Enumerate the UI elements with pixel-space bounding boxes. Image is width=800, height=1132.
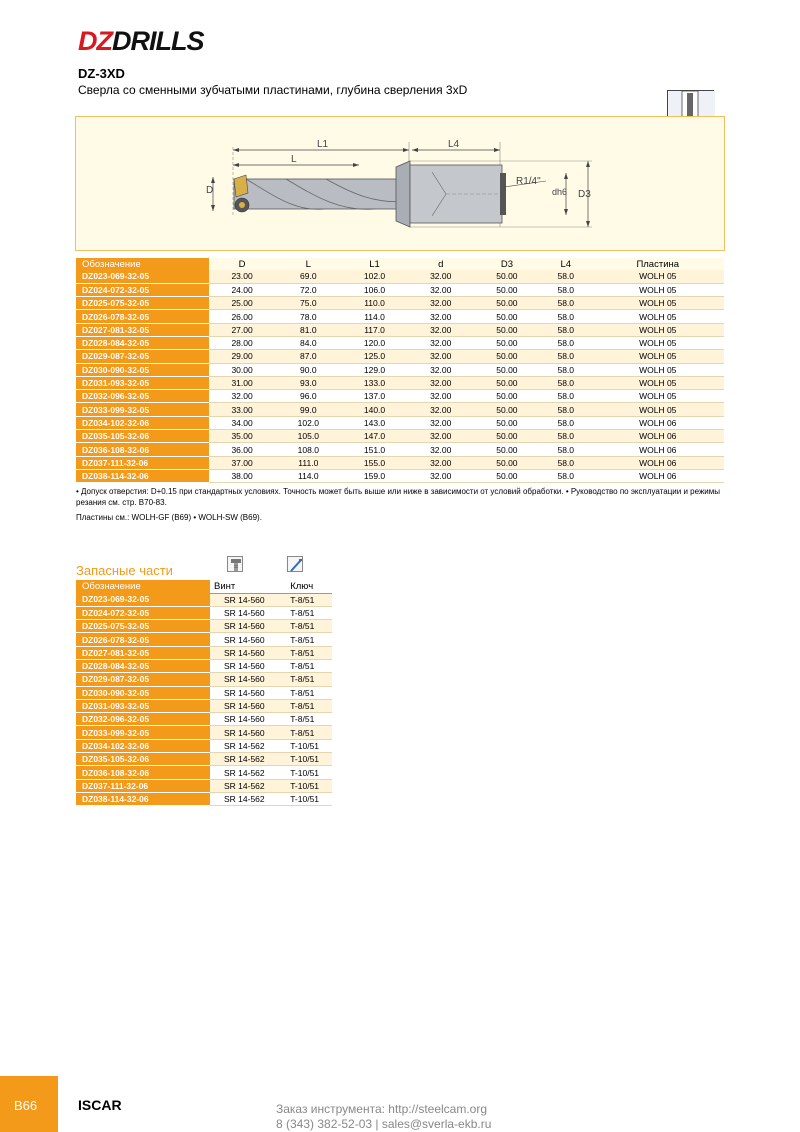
designation-cell: DZ032-096-32-05	[76, 713, 210, 726]
table-cell: 58.0	[540, 390, 591, 403]
table-cell: 72.0	[275, 283, 341, 296]
table-cell: 32.00	[408, 310, 474, 323]
table-cell: 58.0	[540, 283, 591, 296]
table-cell: 84.0	[275, 336, 341, 349]
inserts-note: Пластины см.: WOLH-GF (B69) • WOLH-SW (B69).	[76, 513, 262, 522]
table-cell: 58.0	[540, 430, 591, 443]
table-cell: 58.0	[540, 363, 591, 376]
table-cell: 30.00	[209, 363, 275, 376]
svg-text:R1/4": R1/4"	[516, 176, 541, 187]
table-row	[76, 469, 724, 482]
table-cell: WOLH 06	[591, 469, 724, 482]
table-cell: 23.00	[209, 270, 275, 283]
table-cell: WOLH 05	[591, 403, 724, 416]
table-row	[76, 403, 724, 416]
table-cell: 50.00	[474, 403, 540, 416]
table-cell: 50.00	[474, 363, 540, 376]
table-cell: SR 14-560	[210, 606, 286, 619]
svg-text:L1: L1	[317, 139, 329, 150]
screw-icon	[227, 556, 243, 572]
designation-cell: DZ036-108-32-06	[76, 443, 209, 456]
table-row	[76, 350, 724, 363]
table-row	[76, 430, 724, 443]
table-row	[76, 739, 332, 752]
table-cell: SR 14-562	[210, 753, 286, 766]
svg-text:L: L	[291, 154, 297, 165]
designation-cell: DZ024-072-32-05	[76, 606, 210, 619]
designation-cell: DZ030-090-32-05	[76, 686, 210, 699]
table-cell: 58.0	[540, 376, 591, 389]
table-cell: 69.0	[275, 270, 341, 283]
order-url: Заказ инструмента: http://steelcam.org	[276, 1102, 488, 1116]
spare-parts-title: Запасные части	[76, 563, 173, 578]
product-description: Сверла со сменными зубчатыми пластинами, глубина сверления 3xD	[78, 83, 468, 97]
table-cell: 50.00	[474, 456, 540, 469]
table-cell: 50.00	[474, 416, 540, 429]
table-cell: WOLH 05	[591, 376, 724, 389]
table-cell: 105.0	[275, 430, 341, 443]
table-row	[76, 270, 724, 283]
table-cell: 38.00	[209, 469, 275, 482]
designation-cell: DZ026-078-32-05	[76, 633, 210, 646]
table-cell: 24.00	[209, 283, 275, 296]
table-row	[76, 620, 332, 633]
table-cell: 32.00	[408, 323, 474, 336]
table-row	[76, 779, 332, 792]
designation-cell: DZ027-081-32-05	[76, 646, 210, 659]
table-cell: 93.0	[275, 376, 341, 389]
designation-cell: DZ023-069-32-05	[76, 593, 210, 606]
order-contacts: 8 (343) 382-52-03 | sales@sverla-ekb.ru	[276, 1117, 492, 1131]
table-cell: 58.0	[540, 297, 591, 310]
table-cell: 50.00	[474, 310, 540, 323]
table-cell: T-8/51	[286, 646, 332, 659]
table-cell: WOLH 05	[591, 283, 724, 296]
table-cell: 50.00	[474, 376, 540, 389]
table-cell: 120.0	[341, 336, 407, 349]
table-cell: WOLH 06	[591, 430, 724, 443]
table-cell: 32.00	[408, 416, 474, 429]
table-cell: WOLH 05	[591, 363, 724, 376]
table-cell: T-10/51	[286, 792, 332, 805]
table-cell: 111.0	[275, 456, 341, 469]
table-cell: 110.0	[341, 297, 407, 310]
table-row	[76, 443, 724, 456]
table-cell: T-10/51	[286, 766, 332, 779]
designation-cell: DZ030-090-32-05	[76, 363, 209, 376]
table-cell: T-8/51	[286, 620, 332, 633]
table-cell: 58.0	[540, 403, 591, 416]
table-cell: 32.00	[408, 390, 474, 403]
column-header: Винт	[210, 580, 286, 593]
designation-cell: DZ025-075-32-05	[76, 620, 210, 633]
designation-cell: DZ038-114-32-06	[76, 469, 209, 482]
table-cell: 99.0	[275, 403, 341, 416]
table-cell: 32.00	[408, 270, 474, 283]
table-cell: 58.0	[540, 336, 591, 349]
svg-text:D: D	[206, 185, 214, 196]
table-cell: 32.00	[408, 297, 474, 310]
table-cell: 32.00	[408, 350, 474, 363]
table-cell: 58.0	[540, 456, 591, 469]
table-row	[76, 390, 724, 403]
table-cell: 58.0	[540, 469, 591, 482]
table-cell: 90.0	[275, 363, 341, 376]
table-cell: 33.00	[209, 403, 275, 416]
table-cell: WOLH 05	[591, 297, 724, 310]
table-cell: T-10/51	[286, 753, 332, 766]
table-cell: T-8/51	[286, 633, 332, 646]
designation-cell: DZ028-084-32-05	[76, 336, 209, 349]
table-cell: SR 14-562	[210, 779, 286, 792]
table-cell: 133.0	[341, 376, 407, 389]
table-cell: 140.0	[341, 403, 407, 416]
table-row	[76, 646, 332, 659]
table-row	[76, 686, 332, 699]
table-cell: 108.0	[275, 443, 341, 456]
designation-cell: DZ033-099-32-05	[76, 726, 210, 739]
table-cell: 87.0	[275, 350, 341, 363]
table-cell: 114.0	[275, 469, 341, 482]
table-row	[76, 659, 332, 672]
table-cell: 155.0	[341, 456, 407, 469]
designation-cell: DZ029-087-32-05	[76, 350, 209, 363]
table-cell: 32.00	[408, 430, 474, 443]
table-row	[76, 363, 724, 376]
table-cell: WOLH 05	[591, 310, 724, 323]
table-cell: 58.0	[540, 350, 591, 363]
table-cell: WOLH 05	[591, 270, 724, 283]
table-cell: WOLH 05	[591, 350, 724, 363]
designation-cell: DZ027-081-32-05	[76, 323, 209, 336]
svg-text:D3: D3	[578, 189, 591, 200]
table-cell: 159.0	[341, 469, 407, 482]
tolerance-note: • Допуск отверстия: D+0.15 при стандартных условиях. Точность может быть выше или ниже в зависимости от условий обработки. • Руководство по эксплуатации и режимы резания см. стр. B70-83.	[76, 487, 721, 507]
table-cell: SR 14-560	[210, 713, 286, 726]
table-cell: WOLH 05	[591, 323, 724, 336]
table-cell: 58.0	[540, 323, 591, 336]
table-cell: 50.00	[474, 443, 540, 456]
designation-cell: DZ028-084-32-05	[76, 659, 210, 672]
designation-cell: DZ037-111-32-06	[76, 456, 209, 469]
table-row	[76, 416, 724, 429]
designation-cell: DZ034-102-32-06	[76, 739, 210, 752]
table-cell: SR 14-560	[210, 726, 286, 739]
designation-cell: DZ026-078-32-05	[76, 310, 209, 323]
column-header: D	[209, 258, 275, 270]
table-cell: 58.0	[540, 270, 591, 283]
table-cell: 125.0	[341, 350, 407, 363]
table-cell: T-8/51	[286, 606, 332, 619]
table-row	[76, 323, 724, 336]
svg-text:dh6: dh6	[552, 187, 568, 197]
table-row	[76, 283, 724, 296]
table-cell: 75.0	[275, 297, 341, 310]
order-info	[276, 1102, 491, 1132]
table-cell: T-8/51	[286, 699, 332, 712]
table-cell: WOLH 06	[591, 443, 724, 456]
table-cell: 102.0	[341, 270, 407, 283]
table-cell: 50.00	[474, 336, 540, 349]
table-cell: 50.00	[474, 270, 540, 283]
svg-text:L4: L4	[448, 139, 460, 150]
designation-cell: DZ034-102-32-06	[76, 416, 209, 429]
table-cell: T-8/51	[286, 593, 332, 606]
column-header: Обозначение	[76, 258, 209, 270]
table-cell: SR 14-560	[210, 659, 286, 672]
table-cell: 50.00	[474, 430, 540, 443]
column-header: L4	[540, 258, 591, 270]
table-cell: 32.00	[408, 376, 474, 389]
table-cell: 58.0	[540, 310, 591, 323]
table-cell: 32.00	[408, 456, 474, 469]
table-cell: 58.0	[540, 443, 591, 456]
table-cell: 32.00	[209, 390, 275, 403]
table-cell: T-8/51	[286, 713, 332, 726]
table-cell: 106.0	[341, 283, 407, 296]
table-cell: WOLH 05	[591, 336, 724, 349]
table-row	[76, 310, 724, 323]
table-cell: T-8/51	[286, 726, 332, 739]
table-cell: 35.00	[209, 430, 275, 443]
table-row	[76, 336, 724, 349]
table-cell: 151.0	[341, 443, 407, 456]
table-row	[76, 593, 332, 606]
drill-drawing	[75, 116, 725, 251]
table-row	[76, 726, 332, 739]
table-cell: 26.00	[209, 310, 275, 323]
table-cell: 81.0	[275, 323, 341, 336]
designation-cell: DZ036-108-32-06	[76, 766, 210, 779]
designation-cell: DZ032-096-32-05	[76, 390, 209, 403]
table-cell: 129.0	[341, 363, 407, 376]
table-cell: 37.00	[209, 456, 275, 469]
table-cell: 147.0	[341, 430, 407, 443]
table-cell: 25.00	[209, 297, 275, 310]
table-cell: 28.00	[209, 336, 275, 349]
designation-cell: DZ024-072-32-05	[76, 283, 209, 296]
table-cell: 27.00	[209, 323, 275, 336]
table-row	[76, 699, 332, 712]
table-cell: 36.00	[209, 443, 275, 456]
table-cell: T-8/51	[286, 659, 332, 672]
table-row	[76, 456, 724, 469]
table-cell: T-8/51	[286, 686, 332, 699]
table-cell: 50.00	[474, 323, 540, 336]
table-cell: 102.0	[275, 416, 341, 429]
table-cell: SR 14-560	[210, 633, 286, 646]
table-row	[76, 376, 724, 389]
table-cell: 29.00	[209, 350, 275, 363]
spare-parts-table	[76, 580, 332, 806]
table-cell: 114.0	[341, 310, 407, 323]
table-row	[76, 713, 332, 726]
designation-cell: DZ035-105-32-06	[76, 753, 210, 766]
column-header: L	[275, 258, 341, 270]
designation-cell: DZ031-093-32-05	[76, 699, 210, 712]
designation-cell: DZ031-093-32-05	[76, 376, 209, 389]
table-row	[76, 606, 332, 619]
designation-cell: DZ029-087-32-05	[76, 673, 210, 686]
table-cell: SR 14-562	[210, 739, 286, 752]
table-row	[76, 633, 332, 646]
table-row	[76, 297, 724, 310]
designation-cell: DZ033-099-32-05	[76, 403, 209, 416]
table-cell: SR 14-560	[210, 620, 286, 633]
table-row	[76, 792, 332, 805]
designation-cell: DZ037-111-32-06	[76, 779, 210, 792]
table-cell: 96.0	[275, 390, 341, 403]
table-cell: 32.00	[408, 283, 474, 296]
designation-cell: DZ023-069-32-05	[76, 270, 209, 283]
table-cell: WOLH 06	[591, 456, 724, 469]
table-cell: 32.00	[408, 363, 474, 376]
table-cell: 32.00	[408, 403, 474, 416]
specification-table	[76, 258, 724, 483]
table-cell: T-10/51	[286, 739, 332, 752]
table-row	[76, 766, 332, 779]
table-cell: 50.00	[474, 390, 540, 403]
designation-cell: DZ038-114-32-06	[76, 792, 210, 805]
table-cell: SR 14-562	[210, 766, 286, 779]
column-header: L1	[341, 258, 407, 270]
column-header: Обозначение	[76, 580, 210, 593]
designation-cell: DZ025-075-32-05	[76, 297, 209, 310]
table-cell: 58.0	[540, 416, 591, 429]
iscar-brand: ISCAR	[78, 1097, 122, 1113]
table-cell: 50.00	[474, 283, 540, 296]
column-header: Пластина	[591, 258, 724, 270]
table-cell: 50.00	[474, 469, 540, 482]
table-cell: SR 14-560	[210, 686, 286, 699]
table-cell: 137.0	[341, 390, 407, 403]
table-cell: SR 14-560	[210, 699, 286, 712]
table-cell: 31.00	[209, 376, 275, 389]
table-cell: SR 14-562	[210, 792, 286, 805]
table-cell: 50.00	[474, 350, 540, 363]
table-cell: 143.0	[341, 416, 407, 429]
table-cell: WOLH 06	[591, 416, 724, 429]
table-cell: 50.00	[474, 297, 540, 310]
table-cell: 34.00	[209, 416, 275, 429]
column-header: Ключ	[286, 580, 332, 593]
table-cell: T-10/51	[286, 779, 332, 792]
table-row	[76, 673, 332, 686]
designation-cell: DZ035-105-32-06	[76, 430, 209, 443]
key-icon	[287, 556, 303, 572]
page-number: B66	[0, 1076, 58, 1132]
table-cell: SR 14-560	[210, 593, 286, 606]
product-code: DZ-3XD	[78, 66, 125, 81]
table-row	[76, 753, 332, 766]
table-cell: 117.0	[341, 323, 407, 336]
column-header: d	[408, 258, 474, 270]
table-cell: 32.00	[408, 336, 474, 349]
table-cell: 32.00	[408, 469, 474, 482]
table-cell: T-8/51	[286, 673, 332, 686]
table-cell: SR 14-560	[210, 646, 286, 659]
column-header: D3	[474, 258, 540, 270]
table-cell: 32.00	[408, 443, 474, 456]
table-cell: SR 14-560	[210, 673, 286, 686]
dzdrills-logo: DZDRILLS	[78, 26, 204, 56]
table-cell: 78.0	[275, 310, 341, 323]
table-cell: WOLH 05	[591, 390, 724, 403]
